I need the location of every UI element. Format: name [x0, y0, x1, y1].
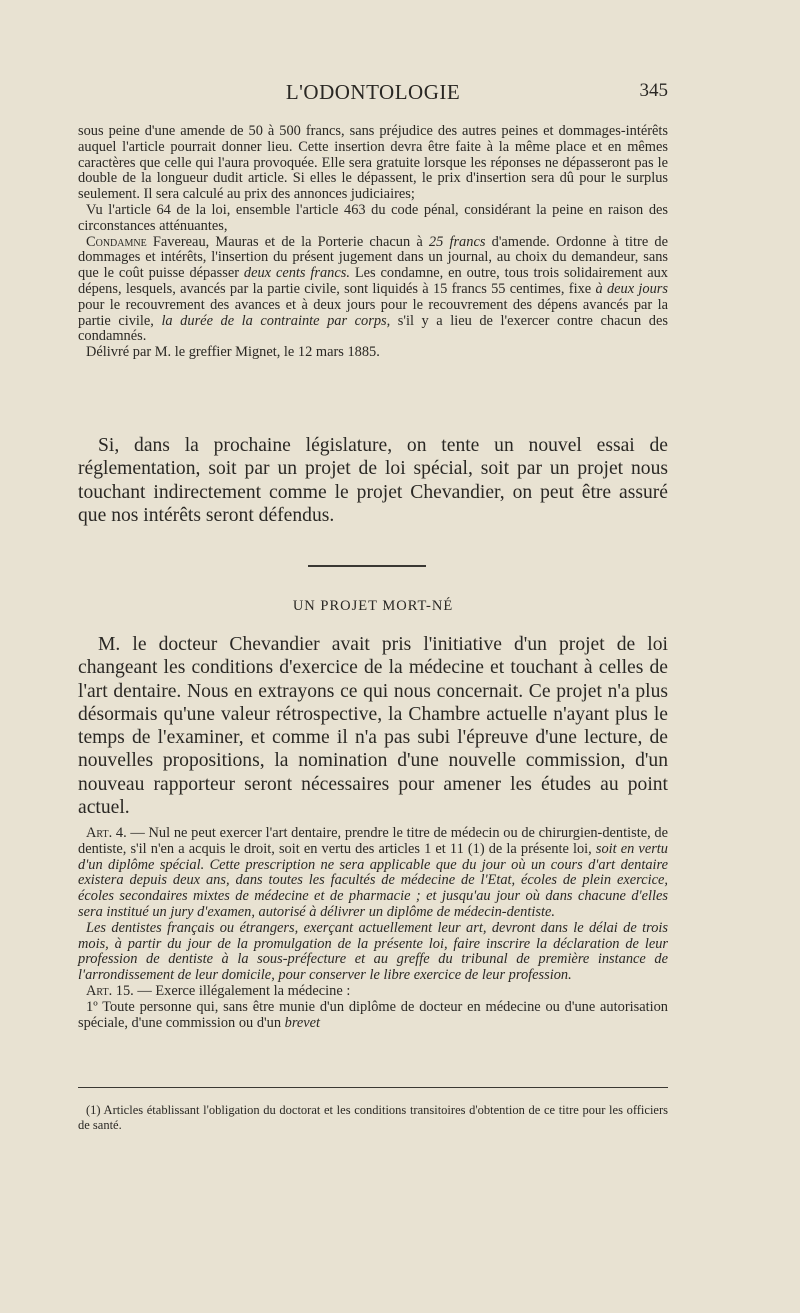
section-divider — [308, 565, 426, 567]
paragraph-amende: sous peine d'une amende de 50 à 500 francs, sans préjudice des autres peines et dommages-intérêts auquel l'article pourrait donner lieu. Cette insertion devra être faite à la même place et en mêmes caractères que celle qui l'aura provoquée. Elle sera gratuite lorsque les réponses ne dépasseront pas le double de la longueur dudit article. Si elles le dépassent, le prix d'insertion sera dû pour le surplus seulement. Il sera calculé au prix des annonces judiciaires; — [78, 123, 668, 203]
commentary-paragraph — [78, 434, 668, 527]
projet-paragraph — [78, 633, 668, 819]
page-number: 345 — [639, 80, 668, 101]
footnote — [78, 1103, 668, 1132]
footnote-rule — [78, 1087, 668, 1088]
footnote-text: (1) Articles établissant l'obligation du doctorat et les conditions transitoires d'obtention de ce titre pour les officiers de santé. — [78, 1103, 668, 1132]
section-title: UN PROJET MORT-NÉ — [292, 598, 454, 614]
art4-lead: Art. — [86, 825, 113, 841]
condamne-text-4: pour le recouvrement des avances et à deux jours pour le recouvrement des dépens avancés par la partie civile, — [78, 296, 668, 329]
condamne-text-2: d'amende. Ordonne à titre de dommages et intérêts, l'insertion du présent jugement dans un journal, au choix du demandeur, sans que le coût puisse dépasser — [78, 233, 668, 282]
condamne-text-1: Favereau, Mauras et de la Porterie chacun à — [146, 233, 429, 250]
articles-text — [78, 826, 668, 1031]
condamne-italic-2: deux cents francs. — [243, 265, 350, 282]
paragraph-delivre: Délivré par M. le greffier Mignet, le 12 mars 1885. — [86, 344, 380, 361]
condamne-lead: Condamne — [86, 233, 147, 250]
paragraph-chevandier: M. le docteur Chevandier avait pris l'initiative d'un projet de loi changeant les conditions d'exercice de la médecine et touchant à celles de l'art dentaire. Nous en extrayons ce qui nous concernait. Ce projet n'a plus désormais qu'une valeur rétrospective, la Chambre actuelle n'ayant plus le temps de l'examiner, et comme il n'a pas subi l'épreuve d'une lecture, de nouvelles propositions, la nomination d'une nouvelle commission, d'un nouveau rapporteur seront nécessaires pour amener les études au point actuel. — [78, 634, 668, 819]
condamne-italic-4: la durée de la contrainte par corps, — [161, 312, 391, 329]
page-header — [78, 80, 668, 110]
paragraph-vu-article: Vu l'article 64 de la loi, ensemble l'article 463 du code pénal, considérant la peine en raison des circonstances atténuantes, — [78, 201, 668, 234]
paragraph-art4 — [78, 826, 668, 921]
condamne-text-3: Les condamne, en outre, tous trois solidairement aux dépens, lesquels, avancés par la partie civile, sont liquidés à 15 francs 55 centimes, fixe — [78, 265, 668, 297]
dentistes-italic: Les dentistes français ou étrangers, exerçant actuellement leur art, devront dans le délai de trois mois, à partir du jour de la promulgation de la présente loi, faire inscrire la déclaration de leur profession de dentiste à la sous-préfecture et au greffe du tribunal de première instance de l'arrondissement de leur domicile, pour conserver le libre exercice de leur profession. — [78, 919, 668, 984]
condamne-italic-1: 25 francs — [428, 233, 486, 250]
condamne-text-5: s'il y a lieu de l'exercer contre chacun des condamnés. — [78, 312, 668, 345]
art15-1-text: 1º Toute personne qui, sans être munie d'un diplôme de docteur en médecine ou d'une autorisation spéciale, d'une commission ou d'un — [78, 998, 668, 1031]
paragraph-art15 — [78, 984, 668, 1000]
art15-text: 15. — Exerce illégalement la médecine : — [112, 982, 351, 999]
paragraph-art15-1 — [78, 1000, 668, 1032]
art4-italic: soit en vertu d'un diplôme spécial. Cette prescription ne sera applicable que du jour où un cours d'art dentaire existera depuis deux ans, dans toutes les facultés de médecine de l'Etat, écoles de plein exercice, écoles secondaires mixtes de médecine et de pharmacie ; et jusqu'au jour où dans chacune d'elles sera institué un jury d'examen, autorisé à délivrer un diplôme de médecin-dentiste. — [78, 840, 669, 920]
art15-lead: Art. — [86, 982, 113, 999]
running-title: L'ODONTOLOGIE — [285, 80, 461, 104]
art4-text: 4. — Nul ne peut exercer l'art dentaire, prendre le titre de médecin ou de chirurgien-dentiste, de dentiste, s'il n'en a acquis le droit, soit en vertu des articles 1 et 11 (1) de la présente loi, — [78, 825, 668, 857]
paragraph-dentistes — [78, 921, 668, 984]
judgment-text — [78, 124, 668, 361]
art15-1-italic: brevet — [284, 1014, 321, 1031]
paragraph-legislature: Si, dans la prochaine législature, on tente un nouvel essai de réglementation, soit par un projet de loi spécial, soit par un projet nous touchant indirectement comme le projet Chevandier, on peut être assuré que nos intérêts seront défendus. — [78, 435, 668, 526]
condamne-italic-3: à deux jours — [595, 280, 668, 297]
paragraph-condamne — [78, 235, 668, 346]
